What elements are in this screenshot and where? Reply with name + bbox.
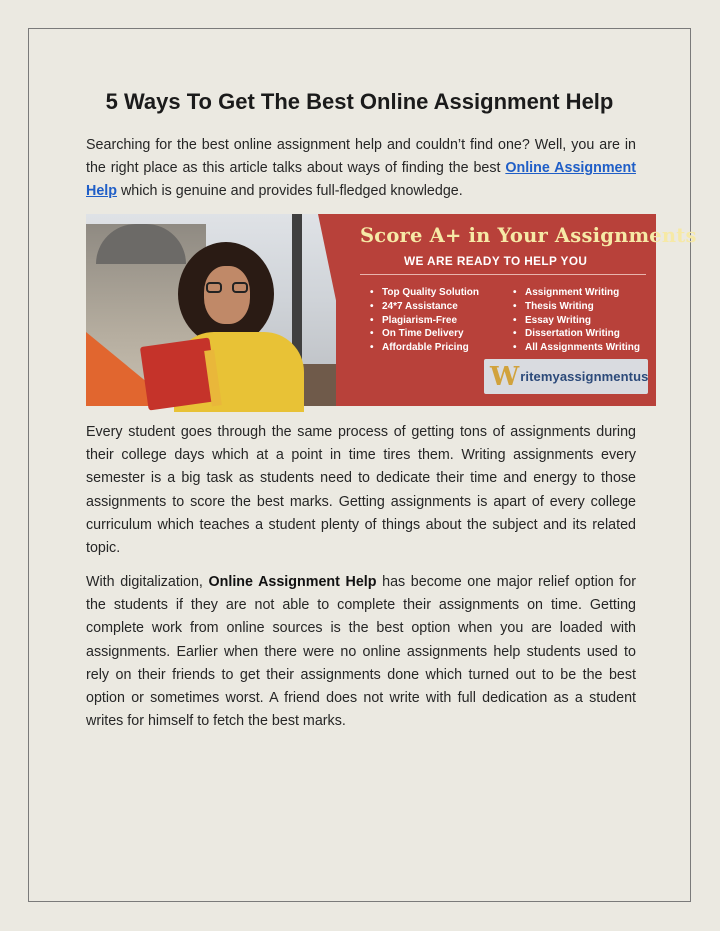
banner-divider — [360, 274, 646, 275]
service-item: • Dissertation Writing — [513, 327, 640, 341]
banner-subheadline: WE ARE READY TO HELP YOU — [404, 254, 588, 268]
glasses-icon — [206, 282, 248, 294]
feature-item: • Top Quality Solution — [370, 286, 479, 300]
brand-logo — [484, 359, 648, 394]
logo-text: ritemyassignmentus — [520, 369, 649, 384]
promo-banner[interactable] — [86, 214, 697, 406]
intro-text: Searching for the best online assignment help and couldn’t find one? Well, you are in the right place as this article talks about ways of finding the best — [86, 137, 636, 177]
intro-paragraph — [86, 134, 636, 204]
service-item: • Essay Writing — [513, 314, 640, 328]
banner-headline: Score A+ in Your Assignments — [360, 224, 697, 247]
service-item: • All Assignments Writing — [513, 341, 640, 355]
service-item: • Thesis Writing — [513, 300, 640, 314]
intro-tail: which is genuine and provides full-fledged knowledge. — [116, 183, 463, 200]
feature-item: • On Time Delivery — [370, 327, 479, 341]
document-page — [28, 28, 697, 902]
logo-initial: W — [490, 361, 520, 392]
p3-bold-term: Online Assignment Help — [208, 574, 377, 590]
features-list-left — [370, 286, 479, 355]
student-face-image — [204, 266, 250, 324]
feature-item: • 24*7 Assistance — [370, 300, 479, 314]
online-assignment-help-link[interactable]: Online Assignment Help — [86, 160, 637, 200]
feature-item: • Affordable Pricing — [370, 341, 479, 355]
body-paragraph-2: Every student goes through the same process of getting tons of assignments during their college days which at a point in time tires them. Writing assignments every semester is a big task as students need to dedicate their time and energy to those assignments to score the best marks. Getting assignments is apart of every college curriculum which teaches a student plenty of things about the subject and its related topic. — [86, 424, 636, 557]
p3-lead: With digitalization, — [86, 574, 209, 590]
body-paragraph-3 — [86, 571, 636, 733]
books-image — [140, 337, 218, 410]
features-list-right — [513, 286, 640, 355]
p3-rest: has become one major relief option for the students if they are not able to complete their assignments on time. Getting complete work from online sources is the best option when you are loaded with assignments. Earlier when there were no online assignments help students used to rely on their friends to get their assignments done which turned out to be the best option or sometimes worst. A friend does not write with full dedication as a student writes for himself to fetch the best marks. — [86, 574, 636, 730]
page-title: 5 Ways To Get The Best Online Assignment Help — [105, 89, 614, 114]
feature-item: • Plagiarism-Free — [370, 314, 479, 328]
service-item: • Assignment Writing — [513, 286, 640, 300]
